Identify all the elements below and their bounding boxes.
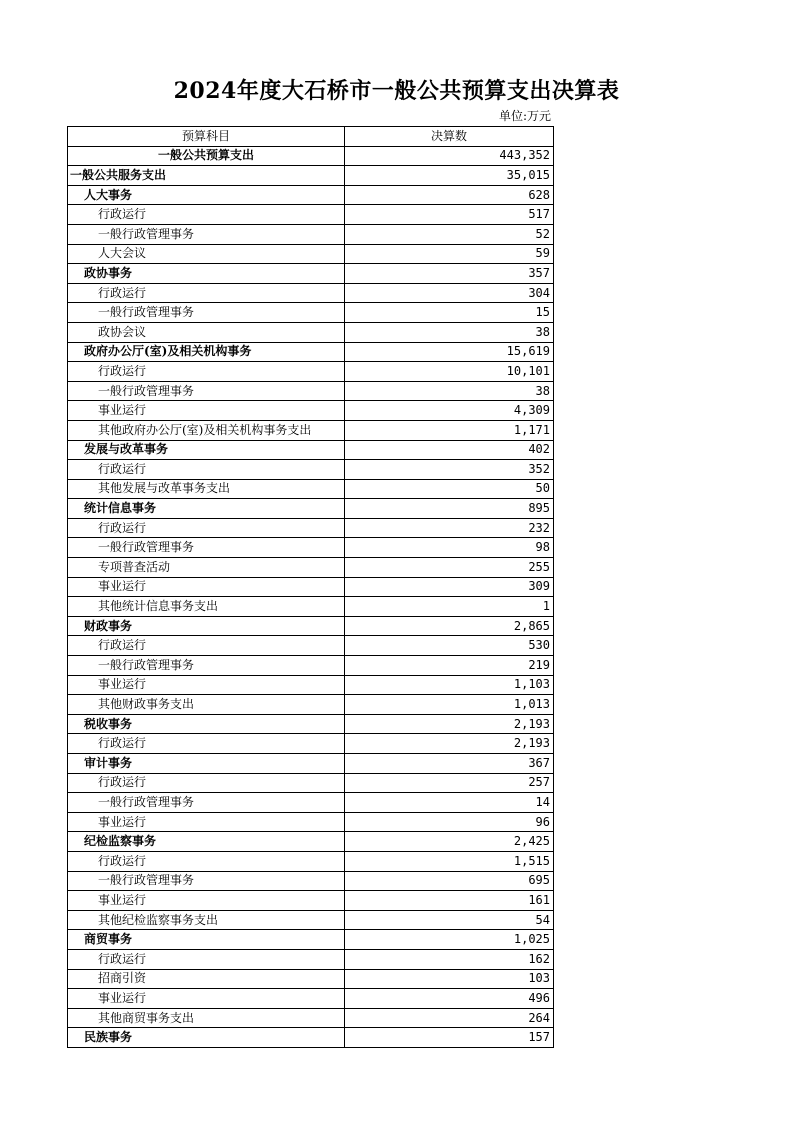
row-subject: 其他商贸事务支出 xyxy=(68,1008,345,1028)
row-subject: 行政运行 xyxy=(68,949,345,969)
table-row xyxy=(68,166,554,186)
table-row xyxy=(68,989,554,1009)
row-amount: 96 xyxy=(345,812,554,832)
row-subject: 专项普查活动 xyxy=(68,558,345,578)
row-amount: 4,309 xyxy=(345,401,554,421)
table-row xyxy=(68,891,554,911)
row-subject: 事业运行 xyxy=(68,675,345,695)
row-amount: 257 xyxy=(345,773,554,793)
row-amount: 59 xyxy=(345,244,554,264)
row-amount: 304 xyxy=(345,283,554,303)
row-subject: 行政运行 xyxy=(68,460,345,480)
row-subject: 事业运行 xyxy=(68,812,345,832)
row-subject: 一般行政管理事务 xyxy=(68,656,345,676)
table-row xyxy=(68,832,554,852)
table-row xyxy=(68,224,554,244)
row-amount: 219 xyxy=(345,656,554,676)
table-row xyxy=(68,401,554,421)
header-amount: 决算数 xyxy=(345,127,554,147)
row-subject: 一般行政管理事务 xyxy=(68,793,345,813)
table-row xyxy=(68,636,554,656)
table-row xyxy=(68,577,554,597)
table-row xyxy=(68,146,554,166)
row-subject: 发展与改革事务 xyxy=(68,440,345,460)
row-subject: 事业运行 xyxy=(68,401,345,421)
row-subject: 财政事务 xyxy=(68,616,345,636)
row-subject: 一般行政管理事务 xyxy=(68,224,345,244)
row-subject: 政府办公厅(室)及相关机构事务 xyxy=(68,342,345,362)
row-amount: 98 xyxy=(345,538,554,558)
table-row xyxy=(68,695,554,715)
row-subject: 纪检监察事务 xyxy=(68,832,345,852)
table-row xyxy=(68,656,554,676)
row-subject: 其他发展与改革事务支出 xyxy=(68,479,345,499)
row-subject: 事业运行 xyxy=(68,577,345,597)
row-subject: 行政运行 xyxy=(68,773,345,793)
row-subject: 其他纪检监察事务支出 xyxy=(68,910,345,930)
row-amount: 309 xyxy=(345,577,554,597)
table-row xyxy=(68,283,554,303)
table-row xyxy=(68,597,554,617)
table-row xyxy=(68,1028,554,1048)
row-subject: 统计信息事务 xyxy=(68,499,345,519)
row-amount: 1 xyxy=(345,597,554,617)
row-amount: 2,193 xyxy=(345,714,554,734)
row-amount: 161 xyxy=(345,891,554,911)
unit-label: 单位:万元 xyxy=(498,109,551,123)
table-row xyxy=(68,793,554,813)
table-row xyxy=(68,264,554,284)
table-row xyxy=(68,460,554,480)
row-subject: 一般行政管理事务 xyxy=(68,381,345,401)
row-subject: 行政运行 xyxy=(68,362,345,382)
row-subject: 其他财政事务支出 xyxy=(68,695,345,715)
table-row xyxy=(68,440,554,460)
row-amount: 1,013 xyxy=(345,695,554,715)
row-amount: 264 xyxy=(345,1008,554,1028)
table-header-row xyxy=(68,127,554,147)
row-amount: 14 xyxy=(345,793,554,813)
row-subject: 一般公共服务支出 xyxy=(68,166,345,186)
table-row xyxy=(68,851,554,871)
row-amount: 443,352 xyxy=(345,146,554,166)
row-subject: 行政运行 xyxy=(68,734,345,754)
header-subject: 预算科目 xyxy=(68,127,345,147)
table-row xyxy=(68,910,554,930)
table-row xyxy=(68,871,554,891)
row-amount: 103 xyxy=(345,969,554,989)
row-amount: 1,171 xyxy=(345,420,554,440)
table-row xyxy=(68,205,554,225)
row-subject: 事业运行 xyxy=(68,891,345,911)
row-subject: 行政运行 xyxy=(68,636,345,656)
table-row xyxy=(68,558,554,578)
row-amount: 10,101 xyxy=(345,362,554,382)
row-subject: 税收事务 xyxy=(68,714,345,734)
row-subject: 政协事务 xyxy=(68,264,345,284)
row-subject: 行政运行 xyxy=(68,851,345,871)
row-subject: 一般公共预算支出 xyxy=(68,146,345,166)
row-subject: 行政运行 xyxy=(68,283,345,303)
row-amount: 162 xyxy=(345,949,554,969)
table-row xyxy=(68,185,554,205)
row-subject: 一般行政管理事务 xyxy=(68,303,345,323)
row-subject: 其他统计信息事务支出 xyxy=(68,597,345,617)
table-row xyxy=(68,969,554,989)
table-row xyxy=(68,812,554,832)
row-subject: 招商引资 xyxy=(68,969,345,989)
row-subject: 一般行政管理事务 xyxy=(68,871,345,891)
page-title: 2024年度大石桥市一般公共预算支出决算表 xyxy=(173,78,620,104)
row-subject: 行政运行 xyxy=(68,205,345,225)
row-amount: 1,103 xyxy=(345,675,554,695)
table-row xyxy=(68,303,554,323)
row-amount: 402 xyxy=(345,440,554,460)
row-amount: 357 xyxy=(345,264,554,284)
row-amount: 35,015 xyxy=(345,166,554,186)
row-amount: 52 xyxy=(345,224,554,244)
table-row xyxy=(68,362,554,382)
table-row xyxy=(68,675,554,695)
table-row xyxy=(68,518,554,538)
row-amount: 695 xyxy=(345,871,554,891)
row-subject: 民族事务 xyxy=(68,1028,345,1048)
row-amount: 157 xyxy=(345,1028,554,1048)
table-row xyxy=(68,616,554,636)
row-subject: 行政运行 xyxy=(68,518,345,538)
row-amount: 232 xyxy=(345,518,554,538)
table-row xyxy=(68,420,554,440)
row-amount: 54 xyxy=(345,910,554,930)
table-row xyxy=(68,342,554,362)
table-row xyxy=(68,714,554,734)
table-row xyxy=(68,734,554,754)
table-row xyxy=(68,1008,554,1028)
table-row xyxy=(68,244,554,264)
row-amount: 1,025 xyxy=(345,930,554,950)
row-subject: 人大会议 xyxy=(68,244,345,264)
row-subject: 审计事务 xyxy=(68,754,345,774)
budget-table xyxy=(67,126,554,1048)
row-amount: 530 xyxy=(345,636,554,656)
row-subject: 政协会议 xyxy=(68,322,345,342)
row-amount: 367 xyxy=(345,754,554,774)
row-amount: 38 xyxy=(345,322,554,342)
row-subject: 人大事务 xyxy=(68,185,345,205)
row-amount: 628 xyxy=(345,185,554,205)
row-amount: 496 xyxy=(345,989,554,1009)
table-row xyxy=(68,930,554,950)
row-amount: 38 xyxy=(345,381,554,401)
row-amount: 895 xyxy=(345,499,554,519)
row-subject: 其他政府办公厅(室)及相关机构事务支出 xyxy=(68,420,345,440)
table-row xyxy=(68,381,554,401)
table-row xyxy=(68,322,554,342)
row-amount: 15 xyxy=(345,303,554,323)
row-amount: 352 xyxy=(345,460,554,480)
table-row xyxy=(68,773,554,793)
row-subject: 一般行政管理事务 xyxy=(68,538,345,558)
row-amount: 1,515 xyxy=(345,851,554,871)
table-row xyxy=(68,754,554,774)
table-row xyxy=(68,538,554,558)
row-amount: 517 xyxy=(345,205,554,225)
row-amount: 2,865 xyxy=(345,616,554,636)
row-amount: 50 xyxy=(345,479,554,499)
table-row xyxy=(68,499,554,519)
row-subject: 商贸事务 xyxy=(68,930,345,950)
row-amount: 2,193 xyxy=(345,734,554,754)
row-amount: 15,619 xyxy=(345,342,554,362)
row-amount: 255 xyxy=(345,558,554,578)
row-amount: 2,425 xyxy=(345,832,554,852)
row-subject: 事业运行 xyxy=(68,989,345,1009)
table-row xyxy=(68,479,554,499)
table-row xyxy=(68,949,554,969)
